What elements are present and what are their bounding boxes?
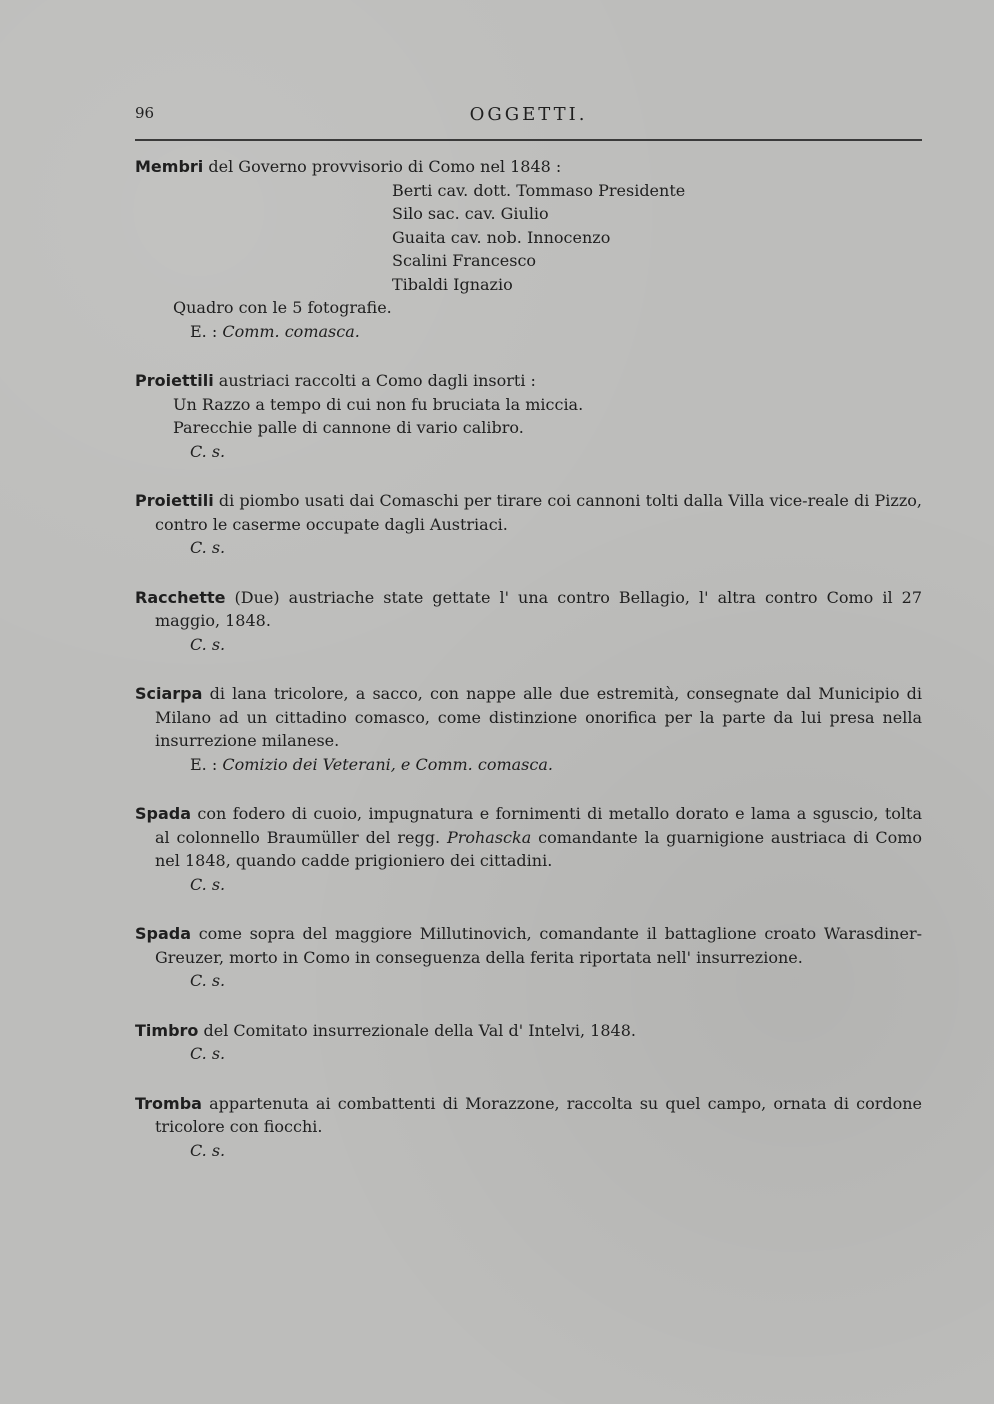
entry-title: Proiettili (135, 371, 214, 390)
entry-text (135, 1092, 922, 1139)
entry-source: C. s. (190, 1140, 226, 1160)
catalog-entry-spada-millutinovich (135, 922, 922, 993)
entry-title: Sciarpa (135, 684, 203, 703)
member-name: Berti cav. dott. Tommaso Presidente (392, 180, 686, 200)
catalog-content (135, 155, 922, 1188)
member-name: Scalini Francesco (392, 251, 537, 270)
entry-text (135, 369, 922, 393)
member-name: Silo sac. cav. Giulio (392, 204, 549, 223)
catalog-entry-proiettili-austriaci (135, 369, 922, 463)
entry-description: (Due) austriache state gettate l' una contro Bellagio, l' altra contro Como il 27 maggio, 1848. (155, 587, 922, 630)
entry-description: come sopra del maggiore Millutinovich, comandante il battaglione croato Warasdiner-Greuzer, morto in Como in conseguenza della ferita riportata nell' insurrezione. (155, 924, 922, 967)
page-number: 96 (135, 104, 155, 122)
entry-source: C. s. (190, 441, 226, 461)
entry-description-end: comandante la guarnigione austriaca di Como nel 1848, quando cadde prigioniero dei cittadini. (155, 827, 923, 870)
entry-note: Quadro con le 5 fotografie. (173, 298, 392, 317)
running-title: OGGETTI. (469, 104, 588, 125)
entry-title: Racchette (135, 587, 226, 607)
entry-title: Proiettili (135, 491, 214, 510)
entry-source (135, 753, 922, 777)
entry-description: di piombo usati dai Comaschi per tirare coi cannoni tolti dalla Villa vice-reale di Pizzo, contro le caserme occupate dagli Austriaci. (155, 491, 922, 534)
entry-description-start: con fodero di cuoio, impugnatura e fornimenti di metallo dorato e lama a sguscio, tolta al colonnello Braumüller del regg. (155, 804, 922, 847)
entry-text (135, 802, 922, 873)
catalog-entry-racchette (135, 586, 922, 657)
entry-source: C. s. (190, 971, 226, 990)
entry-description: del Governo provvisorio di Como nel 1848 : (203, 157, 562, 176)
source-prefix: E. : (190, 754, 223, 774)
entry-line: Parecchie palle di cannone di vario calibro. (173, 418, 524, 437)
entry-title: Tromba (135, 1093, 202, 1113)
entry-text (135, 922, 922, 969)
entry-line: Un Razzo a tempo di cui non fu bruciata la miccia. (173, 394, 584, 414)
entry-source: C. s. (190, 634, 226, 654)
catalog-entry-sciarpa (135, 682, 922, 776)
catalog-entry-spada-braumuller (135, 802, 922, 896)
entry-text (135, 1019, 922, 1043)
source-prefix: E. : (190, 321, 223, 341)
entry-description: appartenuta ai combattenti di Morazzone, raccolta su quel campo, ornata di cordone tricolore con fiocchi. (155, 1093, 922, 1136)
member-name: Guaita cav. nob. Innocenzo (392, 227, 611, 247)
entry-text (135, 155, 922, 179)
entry-description: di lana tricolore, a sacco, con nappe alle due estremità, consegnate dal Municipio di Milano ad un cittadino comasco, come distinzione onorifica per la parte da lui presa nella insurrezione milanese. (155, 684, 922, 750)
entry-title: Spada (135, 804, 192, 823)
entry-title: Timbro (135, 1020, 199, 1040)
member-name: Tibaldi Ignazio (392, 274, 513, 294)
regiment-name: Prohascka (446, 827, 532, 847)
entry-text (135, 682, 922, 753)
header-rule (135, 139, 922, 141)
source-text: Comm. comasca. (222, 321, 360, 341)
entry-title: Spada (135, 924, 192, 943)
entry-description: del Comitato insurrezionale della Val d' Intelvi, 1848. (198, 1020, 636, 1040)
entry-source: C. s. (190, 874, 226, 894)
entry-description: austriaci raccolti a Como dagli insorti : (213, 371, 536, 390)
entry-source (135, 320, 922, 344)
catalog-entry-timbro (135, 1019, 922, 1066)
source-text: Comizio dei Veterani, e Comm. comasca. (222, 754, 553, 774)
catalog-entry-proiettili-piombo (135, 489, 922, 560)
members-list (135, 179, 922, 297)
entry-text (135, 489, 922, 536)
catalog-entry-membri (135, 155, 922, 343)
entry-text (135, 586, 922, 633)
entry-source: C. s. (190, 1044, 226, 1063)
entry-source: C. s. (190, 538, 226, 557)
entry-title: Membri (135, 157, 204, 176)
catalog-entry-tromba (135, 1092, 922, 1163)
page-header (135, 104, 922, 128)
